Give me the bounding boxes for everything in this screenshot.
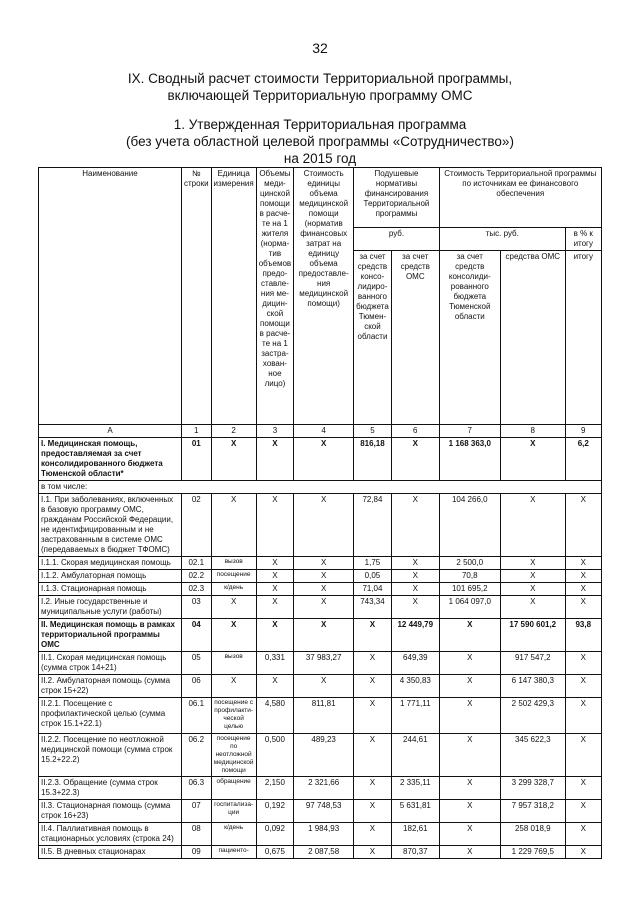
row-total-consol: 1 168 363,0 [439, 438, 500, 481]
row-name: I. Медицинская помощь, предоставляемая за счет консолидированного бюджета Тюменской области* [39, 438, 182, 481]
subsection-title-line: 1. Утвержденная Территориальная программа [173, 117, 467, 132]
column-number: 6 [391, 425, 439, 438]
row-name: II.1. Скорая медицинская помощь (сумма строк 14+21) [39, 652, 182, 675]
header-cost: Стоимость единицы объема медицинской помощи (норматив финансовых затрат на единицу объема предоставле- ния медицинской помощи) [294, 168, 354, 425]
section-title [60, 70, 580, 104]
row-volume: X [256, 570, 293, 583]
row-total-oms: 1 229 769,5 [500, 846, 565, 859]
row-total-consol: 1 064 097,0 [439, 596, 500, 619]
row-number: 06 [182, 675, 212, 698]
table-row [39, 823, 602, 846]
table-row [39, 846, 602, 859]
row-unit: вызов [211, 652, 256, 675]
row-total-consol: 101 695,2 [439, 583, 500, 596]
row-total-consol: 70,8 [439, 570, 500, 583]
row-volume: X [256, 675, 293, 698]
row-per-capita-oms: X [391, 438, 439, 481]
row-cost: 811,81 [294, 698, 354, 734]
row-name: I.1. При заболеваниях, включенных в базовую программу ОМС, гражданам Российской Федерации, не идентифицированным и не застрахованным в системе ОМС (передаваемых в бюджет ТФОМС) [39, 494, 182, 557]
row-total-consol: X [439, 823, 500, 846]
column-number: 2 [211, 425, 256, 438]
row-name: II.4. Паллиативная помощь в стационарных условиях (строка 24) [39, 823, 182, 846]
row-total-oms: X [500, 494, 565, 557]
row-name: II.5. В дневных стационарах [39, 846, 182, 859]
row-per-capita-oms: X [391, 570, 439, 583]
section-title-line: включающей Территориальную программу ОМС [167, 88, 473, 103]
row-name: I.1.1. Скорая медицинская помощь [39, 557, 182, 570]
header-volumes: Объемы меди- цинской помощи в расче- те на 1 жителя (норма- тив объемов предо- ставле- ния ме- дицин- ской помощи в расче- те на 1 застра- хован- ное лицо) [256, 168, 293, 425]
column-number: 8 [500, 425, 565, 438]
row-per-capita-oms: 870,37 [391, 846, 439, 859]
row-unit: к/день [211, 823, 256, 846]
row-total-consol: X [439, 734, 500, 777]
table-row [39, 734, 602, 777]
row-unit: X [211, 494, 256, 557]
row-total-oms: 7 957 318,2 [500, 800, 565, 823]
row-per-capita-consol: X [354, 675, 392, 698]
row-per-capita-oms: 5 631,81 [391, 800, 439, 823]
column-number: А [39, 425, 182, 438]
row-number: 07 [182, 800, 212, 823]
row-number: 02.2 [182, 570, 212, 583]
table-row [39, 698, 602, 734]
row-total-oms: X [500, 557, 565, 570]
row-name: I.2. Иные государственные и муниципальные услуги (работы) [39, 596, 182, 619]
row-volume: X [256, 583, 293, 596]
row-per-capita-consol: X [354, 823, 392, 846]
row-volume: 2,150 [256, 777, 293, 800]
row-total-pct: X [565, 583, 601, 596]
header-name: Наименование [39, 168, 182, 425]
row-name: II.3. Стационарная помощь (сумма строк 16+23) [39, 800, 182, 823]
row-name: II.2.1. Посещение с профилактической целью (сумма строк 15.1+22.1) [39, 698, 182, 734]
row-per-capita-consol: X [354, 777, 392, 800]
row-total-consol: 2 500,0 [439, 557, 500, 570]
row-name: в том числе: [39, 481, 602, 494]
row-total-oms: X [500, 583, 565, 596]
row-cost: X [294, 583, 354, 596]
row-total-consol: X [439, 675, 500, 698]
row-per-capita-oms: X [391, 557, 439, 570]
row-volume: X [256, 557, 293, 570]
row-cost: 37 983,27 [294, 652, 354, 675]
row-per-capita-consol: X [354, 846, 392, 859]
row-per-capita-oms: 4 350,83 [391, 675, 439, 698]
row-cost: X [294, 675, 354, 698]
table-body [39, 438, 602, 859]
column-number: 4 [294, 425, 354, 438]
row-per-capita-consol: X [354, 734, 392, 777]
row-volume: X [256, 596, 293, 619]
row-total-consol: X [439, 800, 500, 823]
row-total-pct: X [565, 777, 601, 800]
row-total-pct: X [565, 557, 601, 570]
row-total-pct: X [565, 698, 601, 734]
row-total-oms: 2 502 429,3 [500, 698, 565, 734]
table-row [39, 494, 602, 557]
header-total-consol: за счет средств консолиди- рованного бюджета Тюменской области [439, 251, 500, 425]
row-per-capita-oms: 2 335,11 [391, 777, 439, 800]
row-number: 02 [182, 494, 212, 557]
column-number: 5 [354, 425, 392, 438]
table-row [39, 570, 602, 583]
row-cost: X [294, 596, 354, 619]
row-unit: обращение [211, 777, 256, 800]
row-total-pct: 6,2 [565, 438, 601, 481]
row-total-pct: X [565, 846, 601, 859]
table-row [39, 596, 602, 619]
row-unit: посещение [211, 570, 256, 583]
table-row [39, 675, 602, 698]
header-total-unit: тыс. руб. [439, 228, 565, 251]
row-unit: X [211, 438, 256, 481]
row-per-capita-consol: 743,34 [354, 596, 392, 619]
row-total-pct: X [565, 823, 601, 846]
subsection-title-line: (без учета областной целевой программы «Сотрудничество») [126, 134, 514, 149]
row-total-pct: X [565, 570, 601, 583]
row-cost: 1 984,93 [294, 823, 354, 846]
row-per-capita-oms: 12 449,79 [391, 619, 439, 652]
column-number: 1 [182, 425, 212, 438]
row-number: 04 [182, 619, 212, 652]
row-total-oms: 6 147 380,3 [500, 675, 565, 698]
row-volume: 4,580 [256, 698, 293, 734]
row-unit: посещение с профилакти- ческой целью [211, 698, 256, 734]
subsection-title-line: на 2015 год [283, 151, 357, 166]
row-per-capita-consol: X [354, 800, 392, 823]
page-number: 32 [312, 40, 328, 56]
row-per-capita-consol: X [354, 652, 392, 675]
row-volume: 0,092 [256, 823, 293, 846]
row-unit: пациенто- [211, 846, 256, 859]
row-total-consol: X [439, 698, 500, 734]
row-name: II.2. Амбулаторная помощь (сумма строк 15+22) [39, 675, 182, 698]
row-number: 06.1 [182, 698, 212, 734]
row-total-pct: X [565, 800, 601, 823]
row-cost: X [294, 570, 354, 583]
row-total-oms: 345 622,3 [500, 734, 565, 777]
header-per-capita: Подушевые нормативы финансирования Территориальной программы [354, 168, 440, 228]
row-per-capita-consol: 72,84 [354, 494, 392, 557]
row-cost: X [294, 438, 354, 481]
row-unit: X [211, 596, 256, 619]
row-number: 05 [182, 652, 212, 675]
row-per-capita-consol: 816,18 [354, 438, 392, 481]
row-cost: 2 321,66 [294, 777, 354, 800]
table-row [39, 652, 602, 675]
row-number: 02.3 [182, 583, 212, 596]
row-per-capita-consol: 0,05 [354, 570, 392, 583]
row-number: 08 [182, 823, 212, 846]
row-number: 03 [182, 596, 212, 619]
header-total-oms: средства ОМС [500, 251, 565, 425]
row-volume: X [256, 438, 293, 481]
row-unit: X [211, 675, 256, 698]
row-per-capita-oms: 244,61 [391, 734, 439, 777]
row-per-capita-consol: X [354, 698, 392, 734]
row-cost: X [294, 557, 354, 570]
row-total-oms: 258 018,9 [500, 823, 565, 846]
row-number: 06.3 [182, 777, 212, 800]
row-unit: посещение по неотложной медицинской помощи [211, 734, 256, 777]
row-per-capita-consol: 71,04 [354, 583, 392, 596]
column-number: 9 [565, 425, 601, 438]
row-number: 01 [182, 438, 212, 481]
row-total-pct: X [565, 652, 601, 675]
row-number: 06.2 [182, 734, 212, 777]
column-number: 3 [256, 425, 293, 438]
row-total-pct: X [565, 675, 601, 698]
row-total-pct: 93,8 [565, 619, 601, 652]
row-per-capita-consol: X [354, 619, 392, 652]
row-unit: к/день [211, 583, 256, 596]
subsection-title [60, 116, 580, 167]
row-name: II.2.3. Обращение (сумма строк 15.3+22.3) [39, 777, 182, 800]
row-per-capita-oms: X [391, 596, 439, 619]
row-cost: 2 087,58 [294, 846, 354, 859]
row-volume: 0,192 [256, 800, 293, 823]
table-row [39, 557, 602, 570]
section-title-line: IX. Сводный расчет стоимости Территориальной программы, [127, 71, 513, 86]
row-total-pct: X [565, 734, 601, 777]
row-volume: 0,331 [256, 652, 293, 675]
row-total-consol: X [439, 652, 500, 675]
table-row [39, 438, 602, 481]
row-volume: X [256, 494, 293, 557]
row-cost: 489,23 [294, 734, 354, 777]
row-total-pct: X [565, 596, 601, 619]
row-total-consol: X [439, 777, 500, 800]
row-name: II. Медицинская помощь в рамках территориальной программы ОМС [39, 619, 182, 652]
row-number: 02.1 [182, 557, 212, 570]
row-per-capita-oms: 1 771,11 [391, 698, 439, 734]
row-per-capita-oms: 649,39 [391, 652, 439, 675]
row-per-capita-consol: 1,75 [354, 557, 392, 570]
header-total-cost: Стоимость Территориальной программы по источникам ее финансового обеспечения [439, 168, 601, 228]
row-volume: X [256, 619, 293, 652]
row-number: 09 [182, 846, 212, 859]
header-total-pct-unit: в % к итогу [565, 228, 601, 251]
row-total-oms: 17 590 601,2 [500, 619, 565, 652]
header-total-pct: итогу [565, 251, 601, 425]
row-name: I.1.3. Стационарная помощь [39, 583, 182, 596]
row-total-oms: X [500, 438, 565, 481]
row-unit: X [211, 619, 256, 652]
table-row [39, 777, 602, 800]
row-volume: 0,675 [256, 846, 293, 859]
column-numbers-row [39, 425, 602, 438]
row-name: I.1.2. Амбулаторная помощь [39, 570, 182, 583]
row-unit: вызов [211, 557, 256, 570]
row-volume: 0,500 [256, 734, 293, 777]
row-per-capita-oms: X [391, 494, 439, 557]
row-cost: X [294, 494, 354, 557]
header-unit: Единица измерения [211, 168, 256, 425]
row-total-pct: X [565, 494, 601, 557]
row-unit: госпитализа- ции [211, 800, 256, 823]
row-total-oms: 3 299 328,7 [500, 777, 565, 800]
row-total-consol: X [439, 846, 500, 859]
row-total-oms: X [500, 570, 565, 583]
row-cost: X [294, 619, 354, 652]
row-total-consol: X [439, 619, 500, 652]
row-per-capita-oms: 182,61 [391, 823, 439, 846]
header-per-capita-consol: за счет средств консо- лидиро- ванного бюджета Тюмен- ской области [354, 251, 392, 425]
cost-table [38, 167, 602, 859]
row-total-consol: 104 266,0 [439, 494, 500, 557]
table-row [39, 619, 602, 652]
table-row [39, 583, 602, 596]
column-number: 7 [439, 425, 500, 438]
table-row [39, 481, 602, 494]
row-cost: 97 748,53 [294, 800, 354, 823]
header-per-capita-oms: за счет средств ОМС [391, 251, 439, 425]
header-per-capita-unit: руб. [354, 228, 440, 251]
row-per-capita-oms: X [391, 583, 439, 596]
row-total-oms: 917 547,2 [500, 652, 565, 675]
row-name: II.2.2. Посещение по неотложной медицинской помощи (сумма строк 15.2+22.2) [39, 734, 182, 777]
table-row [39, 800, 602, 823]
header-row-no: № строки [182, 168, 212, 425]
row-total-oms: X [500, 596, 565, 619]
